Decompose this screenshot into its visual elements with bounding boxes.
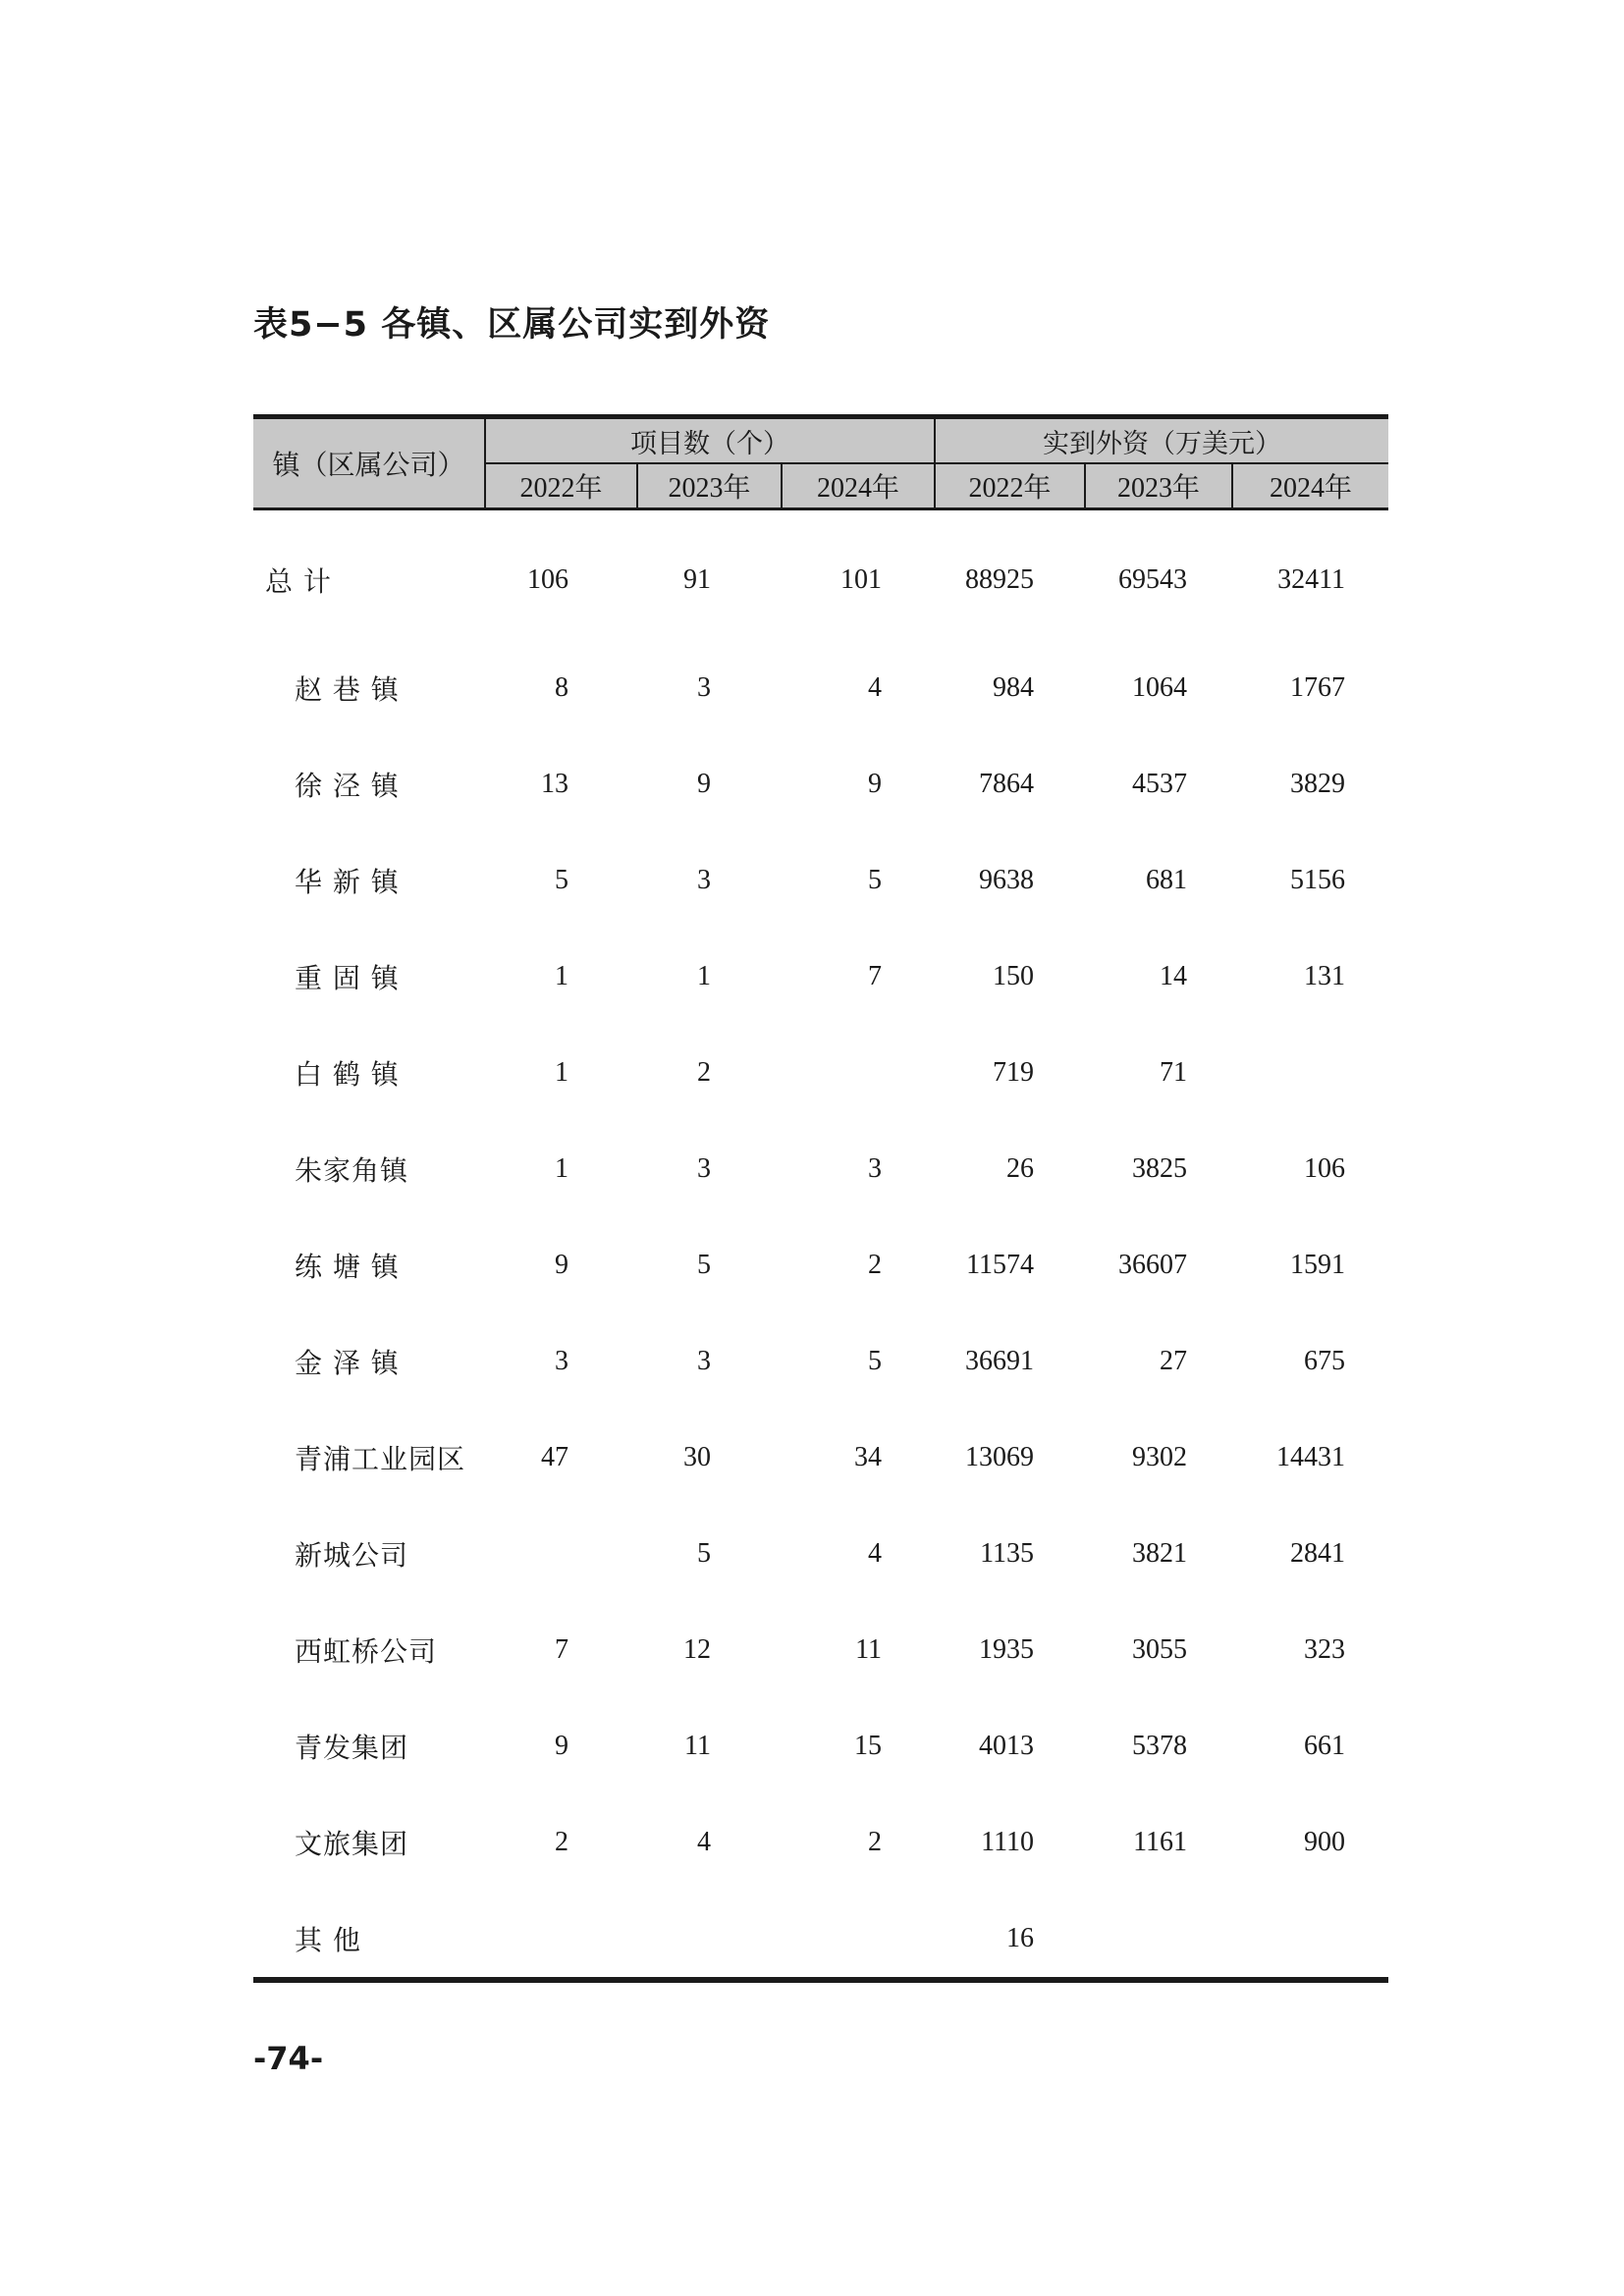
- table-cell: 1135: [980, 1538, 1035, 1569]
- table-cell: 984: [993, 672, 1035, 703]
- table-cell: 3829: [1290, 769, 1346, 799]
- table-cell: 5378: [1132, 1731, 1188, 1761]
- table-cell: 12: [683, 1634, 711, 1665]
- row-label: 总 计: [265, 565, 332, 598]
- table-cell: 5: [697, 1250, 711, 1280]
- table-cell: 106: [1304, 1153, 1346, 1184]
- table-cell: 34: [854, 1442, 883, 1472]
- table-cell: 2: [868, 1250, 883, 1280]
- table-cell: [1085, 1891, 1232, 1987]
- column-header-projects-2023: 2023年: [637, 463, 782, 509]
- table-cell: 719: [993, 1057, 1035, 1088]
- table-cell: 681: [1146, 865, 1188, 895]
- column-header-projects-2024: 2024年: [782, 463, 935, 509]
- table-cell: 13069: [965, 1442, 1035, 1472]
- table-cell: [1232, 1025, 1388, 1121]
- table-cell: 3825: [1132, 1153, 1188, 1184]
- table-cell: [782, 1025, 935, 1121]
- table-cell: 9: [697, 769, 711, 799]
- table-cell: 9302: [1132, 1442, 1188, 1472]
- table-cell: 101: [840, 564, 883, 595]
- table-cell: 675: [1304, 1346, 1346, 1376]
- table-cell: 3: [697, 1346, 711, 1376]
- table-row: [253, 1025, 1388, 1121]
- table-cell: 9: [868, 769, 883, 799]
- table-cell: 5: [868, 1346, 883, 1376]
- table-cell: 3821: [1132, 1538, 1188, 1569]
- table-row: [253, 640, 1388, 736]
- row-label: 文旅集团: [295, 1828, 409, 1860]
- table-cell: 26: [1006, 1153, 1035, 1184]
- table-cell: 27: [1160, 1346, 1188, 1376]
- table-cell: 3055: [1132, 1634, 1188, 1665]
- table-row: [253, 1794, 1388, 1891]
- fdi-table: [253, 414, 1388, 1987]
- page-number: -74-: [253, 2040, 324, 2077]
- table-body: [253, 509, 1388, 1988]
- table-cell: 7: [555, 1634, 568, 1665]
- table-row: [253, 1602, 1388, 1698]
- column-header-fdi-2024: 2024年: [1232, 463, 1388, 509]
- row-label: 朱家角镇: [295, 1154, 409, 1187]
- table-cell: 1064: [1132, 672, 1188, 703]
- table-cell: 14431: [1276, 1442, 1346, 1472]
- table-title: 表5−5 各镇、区属公司实到外资: [253, 305, 771, 345]
- table-cell: 69543: [1118, 564, 1188, 595]
- table-cell: 11: [855, 1634, 883, 1665]
- table-cell: 11574: [966, 1250, 1035, 1280]
- table-cell: 7864: [979, 769, 1035, 799]
- table-cell: 4: [868, 672, 883, 703]
- row-label: 赵 巷 镇: [295, 673, 400, 706]
- table-cell: 131: [1304, 961, 1346, 991]
- table-cell: 5: [868, 865, 883, 895]
- table-cell: 150: [993, 961, 1035, 991]
- table-cell: 14: [1160, 961, 1188, 991]
- table-cell: 4537: [1132, 769, 1188, 799]
- column-header-projects-2022: 2022年: [485, 463, 637, 509]
- table-cell: 9: [555, 1731, 568, 1761]
- table-cell: 323: [1304, 1634, 1346, 1665]
- column-header-fdi-2022: 2022年: [935, 463, 1085, 509]
- table-cell: [782, 1891, 935, 1987]
- table-cell: 1767: [1290, 672, 1346, 703]
- table-cell: 32411: [1277, 564, 1346, 595]
- table-row: [253, 1891, 1388, 1987]
- table-cell: 15: [854, 1731, 883, 1761]
- row-label: 青浦工业园区: [295, 1443, 466, 1475]
- table-cell: 36691: [965, 1346, 1035, 1376]
- row-label: 金 泽 镇: [295, 1347, 400, 1379]
- table-cell: 1161: [1133, 1827, 1188, 1857]
- table-cell: 9: [555, 1250, 568, 1280]
- fdi-table-wrapper: [253, 414, 1388, 1987]
- table-cell: 2841: [1290, 1538, 1346, 1569]
- table-row: [253, 832, 1388, 929]
- row-label: 华 新 镇: [295, 866, 400, 898]
- table-cell: 3: [868, 1153, 883, 1184]
- table-cell: 1: [555, 1057, 568, 1088]
- table-cell: 30: [683, 1442, 711, 1472]
- table-cell: 1110: [981, 1827, 1035, 1857]
- table-cell: 3: [555, 1346, 568, 1376]
- table-cell: 16: [1006, 1923, 1035, 1953]
- row-label: 白 鹤 镇: [295, 1058, 400, 1091]
- table-cell: 11: [684, 1731, 711, 1761]
- table-cell: 2: [555, 1827, 568, 1857]
- table-row: [253, 929, 1388, 1025]
- table-cell: 1: [697, 961, 711, 991]
- row-label: 其 他: [295, 1924, 361, 1956]
- row-label: 新城公司: [295, 1539, 409, 1572]
- table-cell: 3: [697, 1153, 711, 1184]
- table-cell: 71: [1160, 1057, 1188, 1088]
- table-cell: 47: [541, 1442, 568, 1472]
- table-cell: 4: [868, 1538, 883, 1569]
- table-row: [253, 1121, 1388, 1217]
- table-cell: 4013: [979, 1731, 1035, 1761]
- table-cell: 900: [1304, 1827, 1346, 1857]
- column-group-fdi: 实到外资（万美元）: [935, 417, 1388, 464]
- table-cell: 88925: [965, 564, 1035, 595]
- table-cell: 8: [555, 672, 568, 703]
- table-cell: 2: [868, 1827, 883, 1857]
- table-cell: 3: [697, 865, 711, 895]
- table-cell: 5: [555, 865, 568, 895]
- table-row: [253, 1698, 1388, 1794]
- row-label: 重 固 镇: [295, 962, 400, 994]
- table-cell: 36607: [1118, 1250, 1188, 1280]
- table-cell: 2: [697, 1057, 711, 1088]
- table-cell: 5: [697, 1538, 711, 1569]
- table-bottom-rule: [253, 1977, 1388, 1983]
- table-cell: 661: [1304, 1731, 1346, 1761]
- table-cell: 1: [555, 1153, 568, 1184]
- column-group-projects: 项目数（个）: [485, 417, 935, 464]
- column-header-town: 镇（区属公司）: [253, 417, 485, 509]
- row-label: 徐 泾 镇: [295, 770, 400, 802]
- table-cell: 3: [697, 672, 711, 703]
- table-cell: [485, 1891, 637, 1987]
- table-cell: 9638: [979, 865, 1035, 895]
- table-cell: 4: [697, 1827, 711, 1857]
- column-header-fdi-2023: 2023年: [1085, 463, 1232, 509]
- table-cell: 5156: [1290, 865, 1346, 895]
- table-cell: [1232, 1891, 1388, 1987]
- table-cell: 1935: [979, 1634, 1035, 1665]
- table-row: [253, 1410, 1388, 1506]
- row-label: 练 塘 镇: [295, 1251, 400, 1283]
- table-cell: 106: [527, 564, 568, 595]
- table-cell: 1591: [1290, 1250, 1346, 1280]
- table-row: [253, 736, 1388, 832]
- table-cell: 7: [868, 961, 883, 991]
- table-row: [253, 1217, 1388, 1313]
- table-cell: 1: [555, 961, 568, 991]
- table-cell: [485, 1506, 637, 1602]
- row-label: 西虹桥公司: [295, 1635, 438, 1668]
- table-cell: 13: [541, 769, 568, 799]
- table-cell: [637, 1891, 782, 1987]
- table-row: [253, 1506, 1388, 1602]
- table-cell: 91: [683, 564, 711, 595]
- table-row-total: [253, 509, 1388, 641]
- row-label: 青发集团: [295, 1732, 409, 1764]
- table-row: [253, 1313, 1388, 1410]
